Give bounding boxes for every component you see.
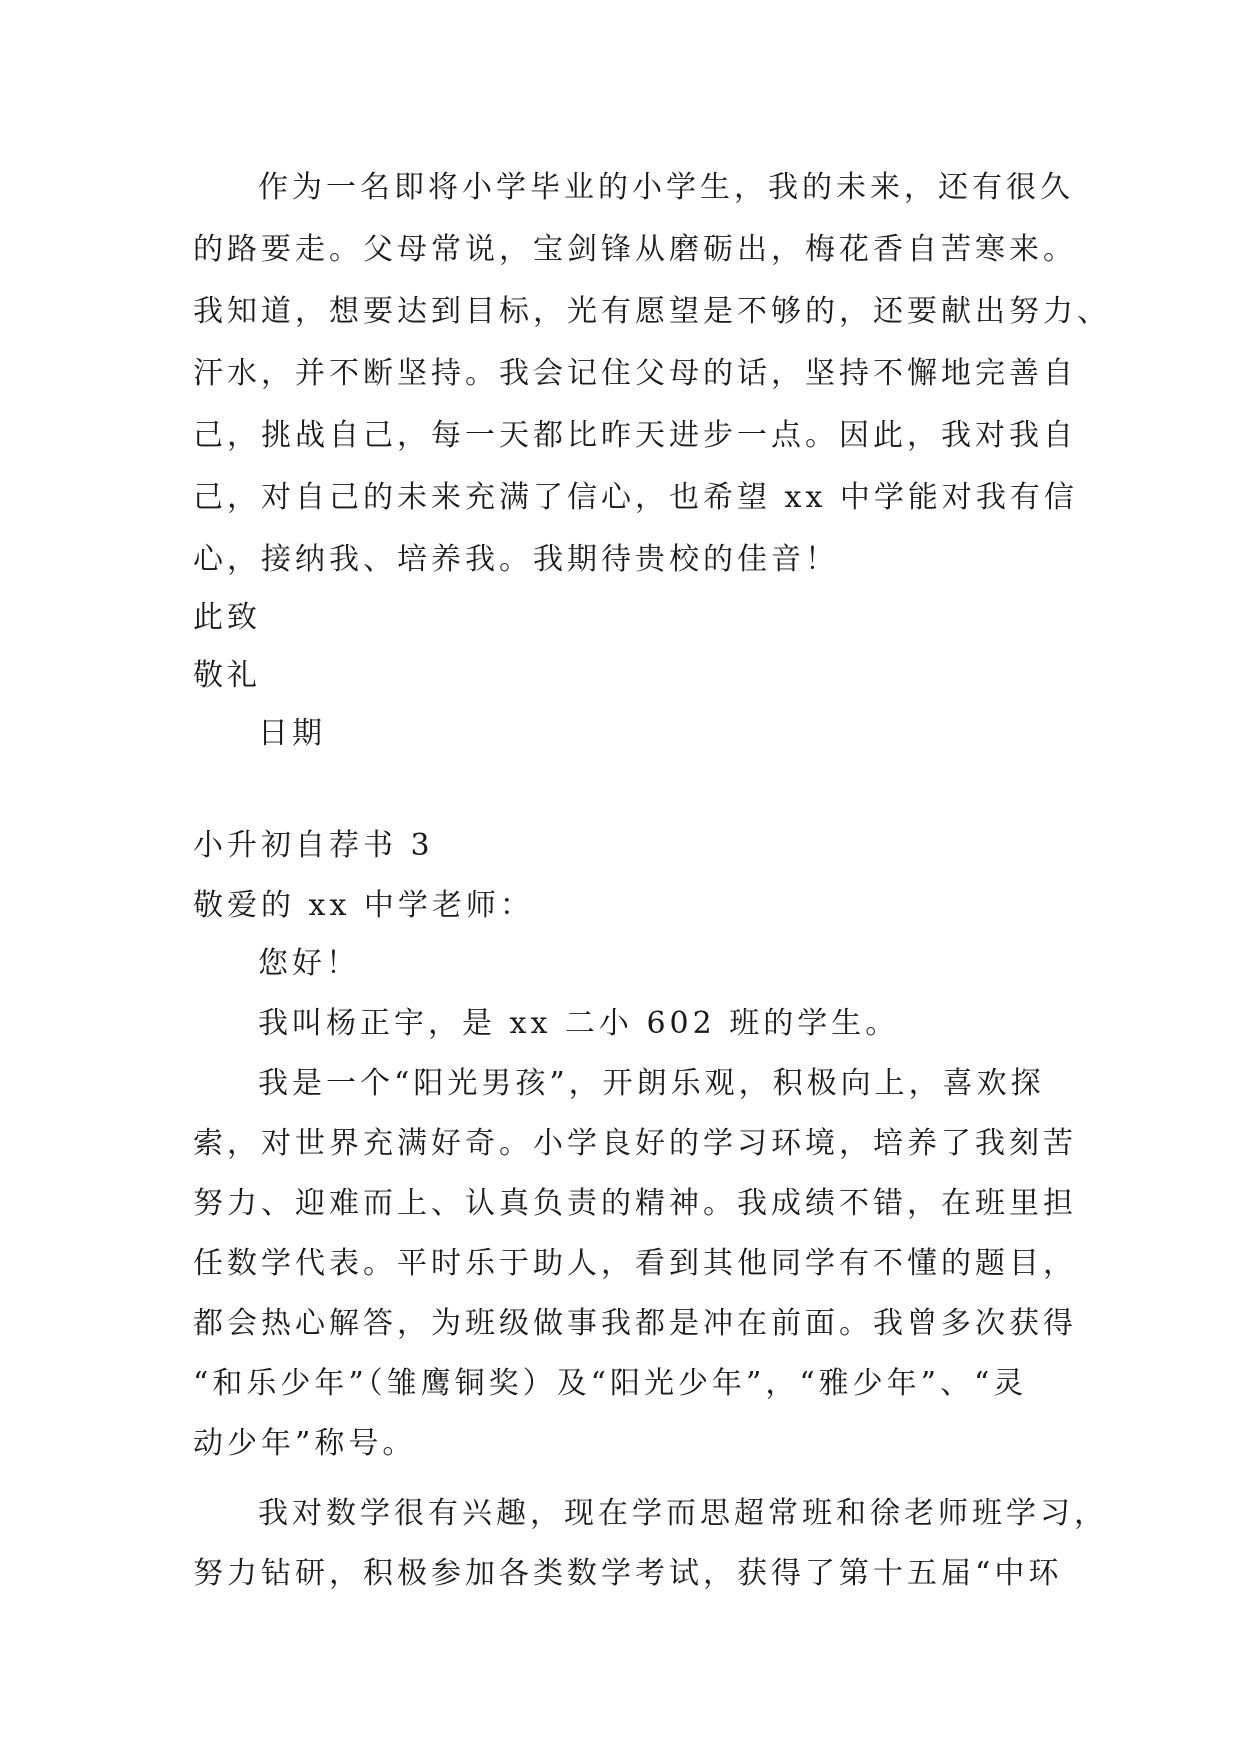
paragraph-line: 努力、迎难而上、认真负责的精神。我成绩不错，在班里担 [193,1186,1077,1221]
salutation: 敬爱的 xx 中学老师： [193,888,534,923]
paragraph-line: 都会热心解答，为班级做事我都是冲在前面。我曾多次获得 [193,1306,1077,1341]
paragraph-line: “和乐少年”（雏鹰铜奖）及“阳光少年”，“雅少年”、“灵 [193,1366,1028,1401]
closing-line: 此致 [193,600,261,635]
paragraph-line: 我是一个“阳光男孩”，开朗乐观，积极向上，喜欢探 [258,1066,1045,1101]
paragraph-line: 心，接纳我、培养我。我期待贵校的佳音！ [193,542,839,577]
paragraph-line: 汗水，并不断坚持。我会记住父母的话，坚持不懈地完善自 [193,356,1077,391]
paragraph-line: 索，对世界充满好奇。小学良好的学习环境，培养了我刻苦 [193,1126,1077,1161]
paragraph-line: 的路要走。父母常说，宝剑锋从磨砺出，梅花香自苦寒来。 [193,232,1077,267]
greeting: 您好！ [258,946,360,981]
paragraph-line: 己，对自己的未来充满了信心，也希望 xx 中学能对我有信 [193,480,1078,515]
section-title: 小升初自荐书 3 [193,828,434,863]
intro-line: 我叫杨正宇，是 xx 二小 602 班的学生。 [258,1006,900,1041]
paragraph-line: 我对数学很有兴趣，现在学而思超常班和徐老师班学习， [258,1496,1108,1531]
paragraph-line: 动少年”称号。 [193,1426,417,1461]
paragraph-line: 努力钻研，积极参加各类数学考试，获得了第十五届“中环 [193,1556,1063,1591]
closing-line: 敬礼 [193,658,261,693]
date-line: 日期 [258,716,326,751]
paragraph-line: 任数学代表。平时乐于助人，看到其他同学有不懂的题目， [193,1246,1077,1281]
paragraph-line: 己，挑战自己，每一天都比昨天进步一点。因此，我对我自 [193,418,1077,453]
paragraph-line: 我知道，想要达到目标，光有愿望是不够的，还要献出努力、 [193,294,1111,329]
paragraph-line: 作为一名即将小学毕业的小学生，我的未来，还有很久 [258,170,1074,205]
